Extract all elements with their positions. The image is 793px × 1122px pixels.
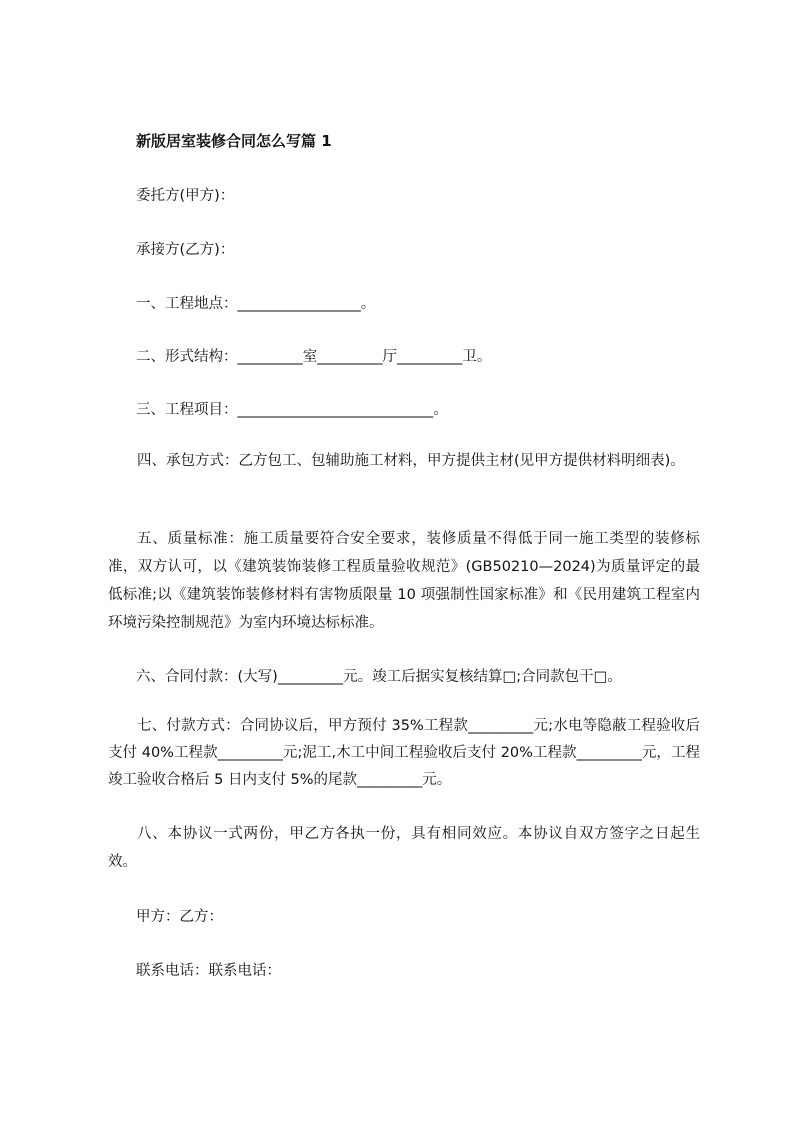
document-title: 新版居室装修合同怎么写篇 1 [136, 132, 332, 150]
clause-project: 三、工程项目：___________________________。 [136, 402, 448, 418]
signature-line: 甲方：乙方： [136, 909, 223, 925]
clause-contract-payment: 六、合同付款：(大写)_________元。竣工后据实复核结算□;合同款包干□。 [136, 669, 622, 685]
clause-contract-method: 四、承包方式：乙方包工、包辅助施工材料，甲方提供主材(见甲方提供材料明细表)。 [137, 453, 685, 469]
clause-quality-standard: 五、质量标准：施工质量要符合安全要求，装修质量不得低于同一施工类型的装修标准，双方认可，以《建筑装饰装修工程质量验收规范》(GB50210—2024)为质量评定的最低标准;以《建筑装饰装修材料有害物质限量 10 项强制性国家标准》和《民用建筑工程室内环境污染控制规范》为室内环境达标标准。 [108, 531, 700, 631]
clause-site: 一、工程地点：_________________。 [136, 296, 376, 312]
clause-validity: 八、本协议一式两份，甲乙方各执一份，具有相同效应。本协议自双方签字之日起生效。 [108, 826, 700, 870]
clause-payment-method: 七、付款方式：合同协议后，甲方预付 35%工程款_________元;水电等隐蔽工程验收后支付 40%工程款_________元;泥工,木工中间工程验收后支付 20%工程款_________元，工程竣工验收合格后 5 日内支付 5%的尾款_________元。 [108, 718, 700, 788]
contractor-line: 承接方(乙方)： [136, 242, 235, 258]
phone-line: 联系电话：联系电话： [136, 963, 281, 979]
clause-structure: 二、形式结构：_________室_________厅_________卫。 [136, 349, 492, 365]
client-line: 委托方(甲方)： [136, 188, 235, 204]
